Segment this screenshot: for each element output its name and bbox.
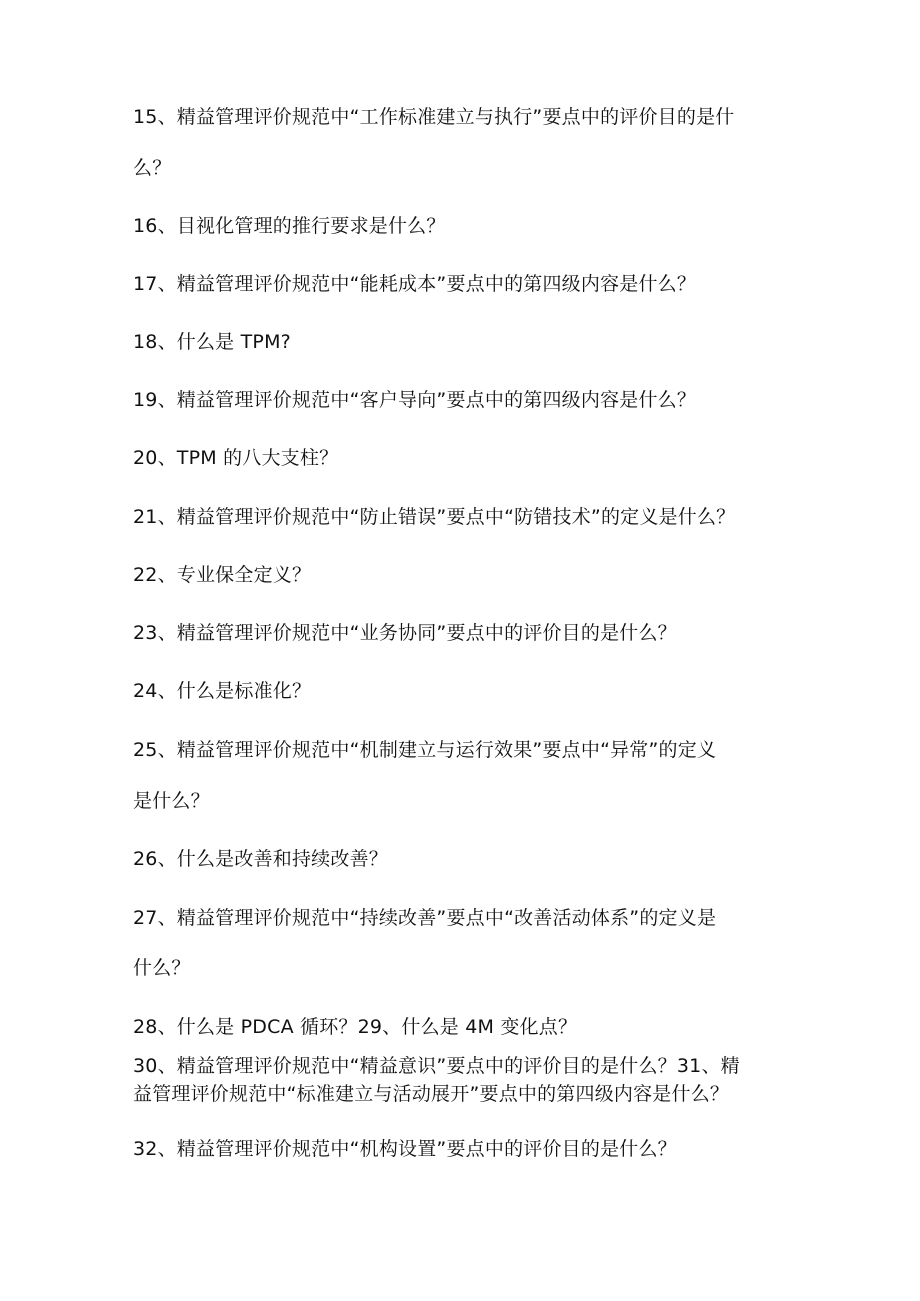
question-15-line-2: 么？ bbox=[133, 157, 172, 179]
question-24: 24、什么是标准化？ bbox=[133, 680, 312, 702]
question-25-line-1: 25、精益管理评价规范中“机制建立与运行效果”要点中“异常”的定义 bbox=[133, 739, 717, 761]
question-19: 19、精益管理评价规范中“客户导向”要点中的第四级内容是什么？ bbox=[133, 389, 697, 411]
question-25-line-2: 是什么？ bbox=[133, 790, 210, 812]
question-21: 21、精益管理评价规范中“防止错误”要点中“防错技术”的定义是什么？ bbox=[133, 506, 736, 528]
question-27-line-1: 27、精益管理评价规范中“持续改善”要点中“改善活动体系”的定义是 bbox=[133, 907, 717, 929]
question-30-31-line-1: 30、精益管理评价规范中“精益意识”要点中的评价目的是什么？31、精 bbox=[133, 1055, 740, 1077]
question-15-line-1: 15、精益管理评价规范中“工作标准建立与执行”要点中的评价目的是什 bbox=[133, 106, 735, 128]
question-26: 26、什么是改善和持续改善？ bbox=[133, 848, 388, 870]
question-17: 17、精益管理评价规范中“能耗成本”要点中的第四级内容是什么？ bbox=[133, 273, 697, 295]
question-18: 18、什么是 TPM? bbox=[133, 331, 291, 353]
question-22: 22、专业保全定义？ bbox=[133, 564, 312, 586]
question-32: 32、精益管理评价规范中“机构设置”要点中的评价目的是什么？ bbox=[133, 1138, 677, 1160]
question-28-29: 28、什么是 PDCA 循环？29、什么是 4M 变化点？ bbox=[133, 1016, 578, 1038]
question-27-line-2: 什么？ bbox=[133, 957, 191, 979]
question-16: 16、目视化管理的推行要求是什么？ bbox=[133, 215, 446, 237]
question-30-31-line-2: 益管理评价规范中“标准建立与活动展开”要点中的第四级内容是什么？ bbox=[133, 1083, 730, 1105]
question-23: 23、精益管理评价规范中“业务协同”要点中的评价目的是什么？ bbox=[133, 622, 677, 644]
question-20: 20、TPM 的八大支柱？ bbox=[133, 447, 339, 469]
